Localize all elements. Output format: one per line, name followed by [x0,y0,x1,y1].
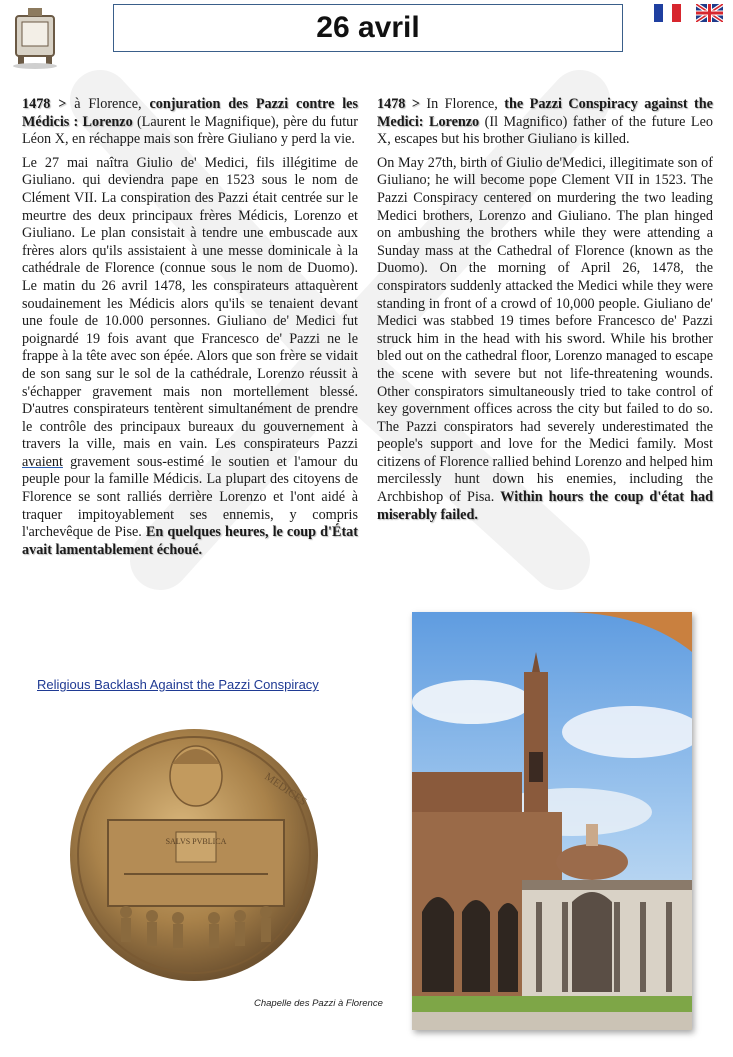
english-year: 1478 > [377,96,420,112]
english-p2-bold: Within hours the coup d'état had miserably failed. [377,489,713,523]
medal-inscription: SALVS PVBLICA [165,837,227,846]
logo-icon [10,6,60,70]
french-p2-text-a: Le 27 mai naîtra Giulio de' Medici, fils illégitime de Giuliano. qui deviendra pape en 1523 sous le nom de Clément VII. La conspiration des Pazzi était centrée sur le meurtre des deux principaux frères Médicis, Lorenzo et Giuliano. Le plan consistait à tendre une embuscade aux frères alors qu'ils assistaient à une messe dominicale à la cathédrale de Florence (connue sous le nom de Duomo). Le matin du 26 avril 1478, les conspirateurs attaquèrent soudainement les Médicis alors qu'ils se tenaient devant une foule de 10.000 personnes. Giuliano de' Medici fut poignardé 19 fois avant que Francesco de' Pazzi ne le frappe à la tête avec son épée. Alors que son frère se vidait de son sang sur le sol de la cathédrale, Lorenzo réussit à s'échapper gravement mais non mortellement blessé. D'autres conspirateurs tentèrent simultanément de prendre le contrôle des principaux bureaux du gouvernement à travers la ville, mais en vain. Les conspirateurs Pazzi [22,154,358,453]
french-paragraph-2 [22,155,358,560]
pazzi-medal-image [68,724,320,982]
religious-backlash-link[interactable]: Religious Backlash Against the Pazzi Conspiracy [37,677,319,692]
english-p2-text-a: On May 27th, birth of Giulio de'Medici, illegitimate son of Giuliano; he will become pope Clement VII in 1523. The Pazzi Conspiracy centered on murdering the two leading Medici brothers, Lorenzo and Giuliano. The plan hinged on ambushing the brothers while they were attending a Sunday mass at the Cathedral of Florence (known as the Duomo). On the morning of April 26, 1478, the conspirators suddenly attacked the Medici while they were standing in front of a crowd of 10,000 people. Giuliano de' Medici was stabbed 19 times before Francesco de' Pazzi struck him in the head with his sword. While his brother bled out on the cathedral floor, Lorenzo managed to escape the scene with severe but not life-threatening wounds. Other conspirators simultaneously tried to take control of key government offices across the city but failed to do so. The Pazzi conspirators had severely underestimated the people's support and love for the Medici family. Most citizens of Florence rallied behind Lorenzo and helped him mercilessly hunt down his enemies, including the Archbishop of Pisa. [377,154,713,506]
english-p1-text-b: (Il Magnifico) father of the future Leo X, escapes but his brother Giuliano is killed. [377,113,713,148]
french-p1-text-a: à Florence, [66,96,150,112]
english-paragraph-2 [377,155,713,524]
english-paragraph-1 [377,96,713,149]
english-p1-text-a: In Florence, [419,96,505,112]
english-p1-bold: the Pazzi Conspiracy against the Medici: Lorenzo [377,96,713,130]
english-column [377,96,713,530]
french-p2-text-b: gravement sous-estimé le soutien et l'amour du peuple pour la famille Médicis. La plupart des citoyens de Florence se sont ralliés derrière Lorenzo et l'ont aidé à traquer impitoyablement ses ennemis, y compris l'archevêque de Pise. [22,453,358,541]
uk-flag-icon[interactable] [696,4,723,22]
french-year: 1478 > [22,96,67,112]
photo-caption: Chapelle des Pazzi à Florence [254,998,383,1009]
page-title: 26 avril [316,11,420,44]
french-p2-bold: En quelques heures, le coup d'État avait lamentablement échoué. [22,524,358,558]
french-column [22,96,358,565]
french-flag-icon[interactable] [654,4,681,22]
pazzi-chapel-photo [412,612,692,1030]
title-box [113,4,623,52]
french-p1-bold: conjuration des Pazzi contre les Médicis : Lorenzo [22,96,358,130]
french-paragraph-1 [22,96,358,149]
medal-legend: MEDICES [262,770,309,809]
french-p1-text-b: (Laurent le Magnifique), père du futur Léon X, en réchappe mais son frère Giuliano y perd la vie. [22,113,358,148]
french-p2-underlined: avaient [22,453,63,470]
